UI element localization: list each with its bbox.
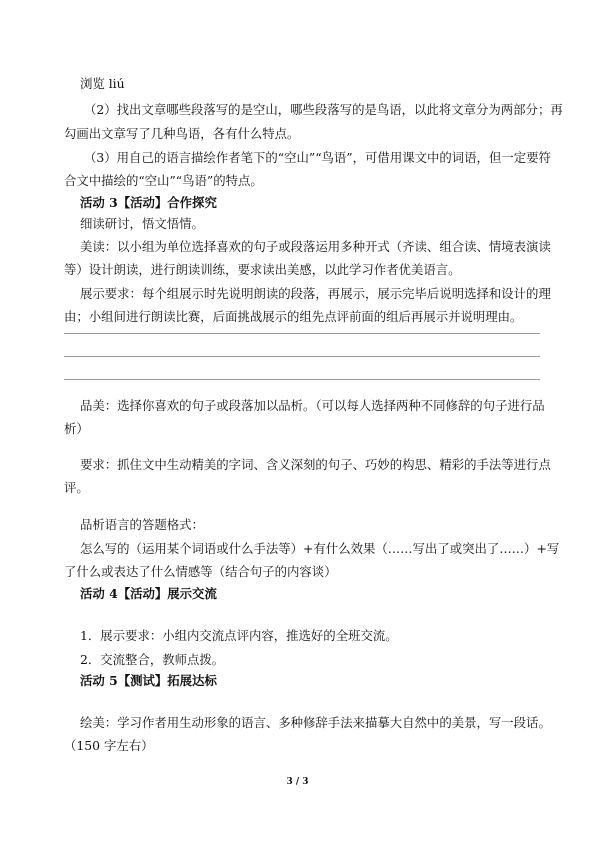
- list-item: 1．展示要求：小组内交流点评内容，推选好的全班交流。: [80, 628, 398, 643]
- text-line: 勾画出文章写了几种鸟语，各有什么特点。: [64, 126, 300, 141]
- text-line: 了什么或表达了什么情感等（结合句子的内容谈）: [64, 564, 337, 579]
- text-line: 浏览 liú: [80, 76, 125, 91]
- text-line: 美读：以小组为单位选择喜欢的句子或段落运用多种开式（齐读、组合读、情境表演读: [80, 239, 551, 254]
- text-line: 绘美：学习作者用生动形象的语言、多种修辞手法来描摹大自然中的美景，写一段话。: [80, 715, 551, 730]
- section-heading-activity-4: 活动 4【活动】展示交流: [80, 586, 217, 601]
- text-line: 细读研讨，悟文悟情。: [80, 216, 204, 231]
- divider-line: [64, 333, 540, 334]
- list-item: 2．交流整合，教师点拨。: [80, 652, 225, 667]
- text-line: 怎么写的（运用某个词语或什么手法等）+有什么效果（……写出了或突出了……）+写: [80, 541, 560, 556]
- divider-line: [64, 379, 540, 380]
- section-heading-activity-3: 活动 3【活动】合作探究: [80, 195, 217, 210]
- text-line: 等）设计朗读，进行朗读训练，要求读出美感，以此学习作者优美语言。: [64, 262, 461, 277]
- page-number: 3 / 3: [286, 777, 309, 787]
- divider-line: [64, 356, 540, 357]
- text-line: 由；小组间进行朗读比赛，后面挑战展示的组先点评前面的组后再展示并说明理由。: [64, 309, 523, 324]
- text-line: （2）找出文章哪些段落写的是空山，哪些段落写的是鸟语，以此将文章分为两部分；再: [84, 102, 563, 117]
- text-line: 析）: [64, 421, 89, 436]
- text-line: 展示要求：每个组展示时先说明朗读的段落，再展示，展示完毕后说明选择和设计的理: [80, 286, 551, 301]
- text-line: 要求：抓住文中生动精美的字词、含义深刻的句子、巧妙的构思、精彩的手法等进行点: [80, 457, 551, 472]
- text-line: （150 字左右）: [64, 738, 154, 753]
- text-line: （3）用自己的语言描绘作者笔下的“空山”“鸟语”，可借用课文中的词语，但一定要符: [84, 150, 551, 165]
- text-line: 品美：选择你喜欢的句子或段落加以品析。（可以每人选择两种不同修辞的句子进行品: [80, 398, 545, 413]
- text-line: 评。: [64, 480, 89, 495]
- section-heading-activity-5: 活动 5【测试】拓展达标: [80, 673, 217, 688]
- text-line: 品析语言的答题格式：: [80, 517, 204, 532]
- text-line: 合文中描绘的“空山”“鸟语”的特点。: [64, 173, 263, 188]
